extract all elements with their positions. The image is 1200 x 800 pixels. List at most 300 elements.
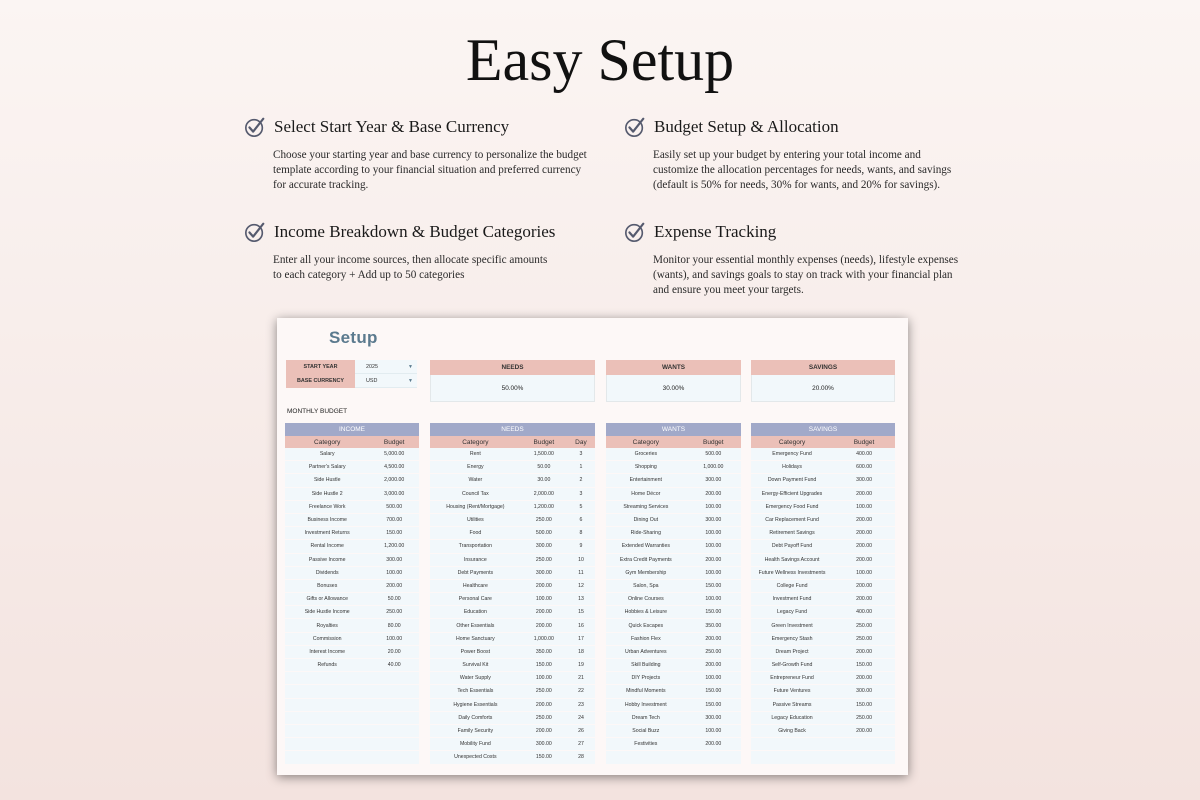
table-row[interactable]	[751, 554, 895, 567]
category-cell[interactable]: Gifts or Allowance	[306, 596, 348, 603]
category-cell[interactable]: Rental Income	[310, 543, 344, 550]
table-row[interactable]	[606, 672, 741, 685]
table-row[interactable]	[430, 514, 595, 527]
budget-cell[interactable]: 100.00	[705, 530, 722, 537]
table-row[interactable]	[285, 501, 419, 514]
budget-cell[interactable]: 300.00	[535, 569, 552, 576]
budget-cell[interactable]: 200.00	[856, 596, 872, 603]
day-cell[interactable]: 28	[578, 754, 584, 761]
table-row[interactable]	[285, 672, 419, 685]
budget-cell[interactable]: 400.00	[856, 451, 872, 458]
budget-cell[interactable]: 2,000.00	[384, 477, 405, 484]
table-row[interactable]	[606, 474, 741, 487]
table-row[interactable]	[751, 725, 895, 738]
budget-cell[interactable]: 150.00	[705, 609, 722, 616]
budget-cell[interactable]: 700.00	[386, 517, 403, 524]
category-cell[interactable]: Emergency Food Fund	[765, 503, 819, 510]
category-cell[interactable]: Rent	[469, 451, 481, 458]
category-cell[interactable]: Council Tax	[462, 490, 489, 497]
category-cell[interactable]: Transportation	[458, 543, 492, 550]
category-cell[interactable]: Dining Out	[633, 517, 659, 524]
budget-cell[interactable]: 300.00	[705, 477, 722, 484]
category-cell[interactable]: Online Courses	[627, 596, 664, 603]
budget-cell[interactable]: 200.00	[856, 530, 872, 537]
table-row[interactable]	[430, 606, 595, 619]
table-row[interactable]	[285, 514, 419, 527]
budget-cell[interactable]: 100.00	[705, 503, 722, 510]
allocation-value[interactable]: 30.00%	[606, 375, 741, 402]
category-cell[interactable]: Mobility Fund	[459, 741, 491, 748]
budget-cell[interactable]: 100.00	[856, 569, 872, 576]
budget-cell[interactable]: 250.00	[705, 648, 722, 655]
table-row[interactable]	[606, 633, 741, 646]
budget-cell[interactable]: 150.00	[386, 530, 403, 537]
table-row[interactable]	[751, 567, 895, 580]
table-row[interactable]	[285, 527, 419, 540]
table-row[interactable]	[751, 593, 895, 606]
day-cell[interactable]: 16	[578, 622, 584, 629]
table-row[interactable]	[430, 540, 595, 553]
day-cell[interactable]: 10	[578, 556, 584, 563]
budget-cell[interactable]: 150.00	[705, 701, 722, 708]
category-cell[interactable]: Water	[468, 477, 483, 484]
category-cell[interactable]: Down Payment Fund	[767, 477, 817, 484]
table-row[interactable]	[285, 474, 419, 487]
budget-cell[interactable]: 100.00	[705, 569, 722, 576]
budget-cell[interactable]: 250.00	[535, 556, 552, 563]
table-row[interactable]	[285, 738, 419, 751]
table-row[interactable]	[606, 619, 741, 632]
table-row[interactable]	[606, 488, 741, 501]
budget-cell[interactable]: 150.00	[856, 662, 872, 669]
budget-cell[interactable]: 250.00	[535, 517, 552, 524]
table-row[interactable]	[606, 738, 741, 751]
budget-cell[interactable]: 600.00	[856, 464, 872, 471]
day-cell[interactable]: 21	[578, 675, 584, 682]
category-cell[interactable]: Hygiene Essentials	[453, 701, 498, 708]
allocation-value[interactable]: 50.00%	[430, 375, 595, 402]
budget-cell[interactable]: 200.00	[856, 490, 872, 497]
budget-cell[interactable]: 1,500.00	[533, 451, 554, 458]
table-row[interactable]	[430, 488, 595, 501]
category-cell[interactable]: Hobbies & Leisure	[624, 609, 668, 616]
table-row[interactable]	[751, 633, 895, 646]
day-cell[interactable]: 22	[578, 688, 584, 695]
table-row[interactable]	[751, 685, 895, 698]
budget-cell[interactable]: 200.00	[705, 556, 722, 563]
budget-cell[interactable]: 400.00	[856, 609, 872, 616]
budget-cell[interactable]: 200.00	[856, 556, 872, 563]
table-row[interactable]	[430, 725, 595, 738]
table-row[interactable]	[430, 448, 595, 461]
day-cell[interactable]: 6	[579, 517, 583, 524]
category-cell[interactable]: Legacy Fund	[777, 609, 808, 616]
table-row[interactable]	[285, 646, 419, 659]
category-cell[interactable]: Energy	[467, 464, 484, 471]
table-row[interactable]	[285, 540, 419, 553]
table-row[interactable]	[285, 554, 419, 567]
budget-cell[interactable]: 100.00	[705, 596, 722, 603]
budget-cell[interactable]: 100.00	[705, 675, 722, 682]
budget-cell[interactable]: 50.00	[387, 596, 401, 603]
budget-cell[interactable]: 5,000.00	[384, 451, 405, 458]
budget-cell[interactable]: 350.00	[705, 622, 722, 629]
day-cell[interactable]: 11	[578, 569, 584, 576]
category-cell[interactable]: Salary	[319, 451, 335, 458]
category-cell[interactable]: Housing (Rent/Mortgage)	[446, 503, 505, 510]
day-cell[interactable]: 24	[578, 714, 584, 721]
table-row[interactable]	[606, 448, 741, 461]
budget-cell[interactable]: 500.00	[535, 530, 552, 537]
category-cell[interactable]: Commission	[312, 635, 342, 642]
table-row[interactable]	[285, 488, 419, 501]
table-row[interactable]	[751, 606, 895, 619]
category-cell[interactable]: Home Décor	[631, 490, 661, 497]
category-cell[interactable]: Emergency Fund	[772, 451, 812, 458]
budget-cell[interactable]: 200.00	[856, 517, 872, 524]
table-row[interactable]	[285, 751, 419, 764]
budget-cell[interactable]: 100.00	[386, 635, 403, 642]
table-row[interactable]	[751, 672, 895, 685]
table-row[interactable]	[606, 593, 741, 606]
category-cell[interactable]: Urban Adventures	[625, 648, 667, 655]
category-cell[interactable]: Freelance Work	[308, 503, 346, 510]
table-row[interactable]	[430, 738, 595, 751]
category-cell[interactable]: Shopping	[634, 464, 657, 471]
category-cell[interactable]: Utilities	[467, 517, 484, 524]
budget-cell[interactable]: 40.00	[387, 662, 401, 669]
table-row[interactable]	[285, 685, 419, 698]
budget-cell[interactable]: 300.00	[386, 556, 403, 563]
table-row[interactable]	[606, 540, 741, 553]
table-row[interactable]	[606, 580, 741, 593]
category-cell[interactable]: Side Hustle	[313, 477, 341, 484]
category-cell[interactable]: Dream Tech	[631, 714, 660, 721]
table-row[interactable]	[751, 448, 895, 461]
table-row[interactable]	[751, 474, 895, 487]
table-row[interactable]	[430, 619, 595, 632]
day-cell[interactable]: 18	[578, 648, 584, 655]
table-row[interactable]	[606, 725, 741, 738]
category-cell[interactable]: Mindful Moments	[626, 688, 666, 695]
table-row[interactable]	[606, 527, 741, 540]
budget-cell[interactable]: 500.00	[386, 503, 403, 510]
currency-label: BASE CURRENCY	[286, 374, 355, 388]
category-cell[interactable]: Side Hustle Income	[304, 609, 350, 616]
budget-cell[interactable]: 250.00	[535, 688, 552, 695]
day-cell[interactable]: 13	[578, 596, 584, 603]
category-cell[interactable]: Extended Warranties	[621, 543, 670, 550]
category-cell[interactable]: Skill Building	[631, 662, 661, 669]
budget-cell[interactable]: 150.00	[705, 582, 722, 589]
budget-cell[interactable]: 200.00	[535, 622, 552, 629]
budget-cell[interactable]: 200.00	[705, 635, 722, 642]
table-row[interactable]	[430, 672, 595, 685]
table-row[interactable]	[606, 567, 741, 580]
budget-cell[interactable]: 300.00	[705, 517, 722, 524]
table-row[interactable]	[751, 527, 895, 540]
table-row[interactable]	[285, 633, 419, 646]
budget-cell[interactable]: 80.00	[387, 622, 401, 629]
category-cell[interactable]: Future Wellness Investments	[758, 569, 826, 576]
budget-cell[interactable]: 200.00	[535, 582, 552, 589]
category-cell[interactable]: Hobby Investment	[624, 701, 667, 708]
budget-cell[interactable]: 200.00	[856, 648, 872, 655]
table-row[interactable]	[430, 474, 595, 487]
table-row[interactable]	[606, 514, 741, 527]
day-cell[interactable]: 2	[579, 477, 583, 484]
table-row[interactable]	[751, 501, 895, 514]
category-cell[interactable]: Health Savings Account	[764, 556, 820, 563]
table-row[interactable]	[430, 501, 595, 514]
budget-cell[interactable]: 200.00	[535, 701, 552, 708]
category-cell[interactable]: Energy-Efficient Upgrades	[761, 490, 823, 497]
budget-cell[interactable]: 200.00	[705, 741, 722, 748]
category-cell[interactable]: Quick Escapes	[628, 622, 664, 629]
budget-cell[interactable]: 200.00	[705, 662, 722, 669]
table-row[interactable]	[285, 580, 419, 593]
table-row[interactable]	[606, 699, 741, 712]
category-cell[interactable]: Social Buzz	[632, 728, 660, 735]
table-row[interactable]	[285, 606, 419, 619]
table-row[interactable]	[430, 580, 595, 593]
budget-cell[interactable]: 3,000.00	[384, 490, 405, 497]
table-row[interactable]	[751, 540, 895, 553]
category-cell[interactable]: Dividends	[315, 569, 339, 576]
budget-cell[interactable]: 200.00	[535, 728, 552, 735]
category-cell[interactable]: Emergency Stash	[771, 635, 813, 642]
table-row[interactable]	[751, 619, 895, 632]
budget-cell[interactable]: 1,200.00	[533, 503, 554, 510]
table-row[interactable]	[430, 461, 595, 474]
category-cell[interactable]: Side Hustle 2	[311, 490, 343, 497]
budget-cell[interactable]: 100.00	[856, 503, 872, 510]
table-row[interactable]	[751, 751, 895, 764]
budget-cell[interactable]: 150.00	[535, 662, 552, 669]
category-cell[interactable]: Passive Streams	[772, 701, 812, 708]
table-row[interactable]	[606, 751, 741, 764]
table-row[interactable]	[430, 712, 595, 725]
budget-cell[interactable]: 200.00	[535, 609, 552, 616]
start-year-select[interactable]	[355, 360, 417, 374]
feature-expense-tracking	[624, 221, 964, 298]
category-cell[interactable]: Water Supply	[459, 675, 491, 682]
category-cell[interactable]: Home Sanctuary	[456, 635, 495, 642]
day-cell[interactable]: 8	[579, 530, 583, 537]
budget-cell[interactable]: 4,500.00	[384, 464, 405, 471]
budget-cell[interactable]: 300.00	[856, 688, 872, 695]
table-row[interactable]	[285, 699, 419, 712]
budget-cell[interactable]: 250.00	[856, 714, 872, 721]
table-row[interactable]	[751, 646, 895, 659]
category-cell[interactable]: Survival Kit	[462, 662, 489, 669]
day-cell[interactable]: 9	[579, 543, 583, 550]
table-row[interactable]	[606, 646, 741, 659]
budget-cell[interactable]: 1,000.00	[703, 464, 724, 471]
table-row[interactable]	[285, 725, 419, 738]
table-row[interactable]	[430, 567, 595, 580]
table-row[interactable]	[430, 593, 595, 606]
budget-cell[interactable]: 100.00	[535, 675, 552, 682]
category-cell[interactable]: Streaming Services	[623, 503, 669, 510]
table-row[interactable]	[285, 659, 419, 672]
table-row[interactable]	[751, 699, 895, 712]
table-row[interactable]	[606, 606, 741, 619]
category-cell[interactable]: Other Essentials	[456, 622, 495, 629]
category-cell[interactable]: Extra Credit Payments	[619, 556, 672, 563]
budget-cell[interactable]: 250.00	[856, 635, 872, 642]
table-row[interactable]	[751, 659, 895, 672]
category-cell[interactable]: Power Boost	[460, 648, 491, 655]
category-cell[interactable]: Car Replacement Fund	[765, 517, 819, 524]
category-cell[interactable]: Legacy Education	[771, 714, 813, 721]
budget-cell[interactable]: 150.00	[856, 701, 872, 708]
category-cell[interactable]: Entrepreneur Fund	[770, 675, 814, 682]
table-row[interactable]	[430, 527, 595, 540]
table-row[interactable]	[751, 461, 895, 474]
category-cell[interactable]: Personal Care	[458, 596, 492, 603]
category-cell[interactable]: Business Income	[307, 517, 347, 524]
table-row[interactable]	[430, 554, 595, 567]
category-cell[interactable]: Dream Project	[775, 648, 809, 655]
table-row[interactable]	[285, 567, 419, 580]
savings-table	[751, 423, 895, 765]
table-row[interactable]	[430, 659, 595, 672]
day-cell[interactable]: 3	[579, 490, 583, 497]
category-cell[interactable]: Festivities	[634, 741, 658, 748]
table-row[interactable]	[430, 751, 595, 764]
budget-cell[interactable]: 1,000.00	[533, 635, 554, 642]
day-cell[interactable]: 27	[578, 741, 584, 748]
day-cell[interactable]: 5	[579, 503, 583, 510]
category-cell[interactable]: Bonuses	[317, 582, 338, 589]
category-cell[interactable]: Royalties	[316, 622, 338, 629]
table-row[interactable]	[606, 554, 741, 567]
table-row[interactable]	[606, 685, 741, 698]
budget-cell[interactable]: 20.00	[387, 648, 401, 655]
category-cell[interactable]: Groceries	[634, 451, 658, 458]
table-row[interactable]	[751, 580, 895, 593]
budget-cell[interactable]: 200.00	[856, 675, 872, 682]
category-cell[interactable]: Future Ventures	[773, 688, 811, 695]
table-row[interactable]	[751, 488, 895, 501]
day-cell[interactable]: 3	[579, 451, 583, 458]
category-cell[interactable]: Investment Fund	[772, 596, 812, 603]
budget-cell[interactable]: 100.00	[705, 543, 722, 550]
day-cell[interactable]: 12	[578, 582, 584, 589]
day-cell[interactable]: 23	[578, 701, 584, 708]
table-row[interactable]	[285, 461, 419, 474]
category-cell[interactable]: Passive Income	[308, 556, 346, 563]
currency-select[interactable]	[355, 374, 417, 388]
category-cell[interactable]: Healthcare	[462, 582, 488, 589]
table-row[interactable]	[606, 659, 741, 672]
budget-cell[interactable]: 200.00	[856, 728, 872, 735]
category-cell[interactable]: Education	[463, 609, 487, 616]
budget-cell[interactable]: 250.00	[856, 622, 872, 629]
category-cell[interactable]: Holidays	[782, 464, 802, 471]
table-row[interactable]	[285, 593, 419, 606]
budget-cell[interactable]: 500.00	[705, 451, 722, 458]
budget-cell[interactable]: 100.00	[535, 596, 552, 603]
category-cell[interactable]: Salon, Spa	[633, 582, 659, 589]
category-cell[interactable]: Partner's Salary	[308, 464, 346, 471]
category-cell[interactable]: Family Security	[457, 728, 494, 735]
day-cell[interactable]: 19	[578, 662, 584, 669]
category-cell[interactable]: Daily Comforts	[458, 714, 493, 721]
table-row[interactable]	[430, 646, 595, 659]
budget-cell[interactable]: 200.00	[856, 543, 872, 550]
budget-cell[interactable]: 300.00	[705, 714, 722, 721]
budget-cell[interactable]: 250.00	[386, 609, 403, 616]
budget-cell[interactable]: 150.00	[705, 688, 722, 695]
category-cell[interactable]: DIY Projects	[631, 675, 661, 682]
table-row[interactable]	[430, 685, 595, 698]
budget-cell[interactable]: 300.00	[535, 543, 552, 550]
table-row[interactable]	[751, 738, 895, 751]
category-cell[interactable]: Tech Essentials	[457, 688, 494, 695]
table-row[interactable]	[606, 501, 741, 514]
budget-cell[interactable]: 150.00	[535, 754, 552, 761]
budget-cell[interactable]: 50.00	[537, 464, 551, 471]
table-row[interactable]	[285, 448, 419, 461]
budget-cell[interactable]: 30.00	[537, 477, 551, 484]
budget-cell[interactable]: 2,000.00	[533, 490, 554, 497]
category-cell[interactable]: Self-Growth Fund	[771, 662, 813, 669]
category-cell[interactable]: Food	[469, 530, 482, 537]
day-cell[interactable]: 17	[578, 635, 584, 642]
table-row[interactable]	[430, 699, 595, 712]
category-cell[interactable]: Giving Back	[778, 728, 806, 735]
budget-cell[interactable]: 200.00	[856, 582, 872, 589]
day-cell[interactable]: 15	[578, 609, 584, 616]
table-row[interactable]	[285, 619, 419, 632]
category-cell[interactable]: Debt Payoff Fund	[771, 543, 813, 550]
table-row[interactable]	[751, 514, 895, 527]
category-cell[interactable]: Fashion Flex	[630, 635, 661, 642]
budget-cell[interactable]: 300.00	[856, 477, 872, 484]
budget-cell[interactable]: 1,200.00	[384, 543, 405, 550]
table-row[interactable]	[606, 461, 741, 474]
category-cell[interactable]: Debt Payments	[457, 569, 494, 576]
category-cell[interactable]: Insurance	[463, 556, 487, 563]
table-row[interactable]	[606, 712, 741, 725]
budget-cell[interactable]: 100.00	[705, 728, 722, 735]
budget-cell[interactable]: 300.00	[535, 741, 552, 748]
allocation-value[interactable]: 20.00%	[751, 375, 895, 402]
category-cell[interactable]: College Fund	[776, 582, 808, 589]
category-cell[interactable]: Unexpected Costs	[454, 754, 497, 761]
table-row[interactable]	[430, 633, 595, 646]
budget-cell[interactable]: 200.00	[705, 490, 722, 497]
budget-cell[interactable]: 100.00	[386, 569, 403, 576]
category-cell[interactable]: Ride-Sharing	[630, 530, 661, 537]
budget-cell[interactable]: 350.00	[535, 648, 552, 655]
category-cell[interactable]: Interest Income	[309, 648, 346, 655]
table-row[interactable]	[285, 712, 419, 725]
category-cell[interactable]: Investment Returns	[304, 530, 350, 537]
day-cell[interactable]: 1	[579, 464, 583, 471]
budget-cell[interactable]: 200.00	[386, 582, 403, 589]
day-cell[interactable]: 26	[578, 728, 584, 735]
category-cell[interactable]: Green Investment	[771, 622, 813, 629]
category-cell[interactable]: Gym Membership	[625, 569, 667, 576]
category-cell[interactable]: Refunds	[317, 662, 337, 669]
budget-cell[interactable]: 250.00	[535, 714, 552, 721]
category-cell[interactable]: Retirement Savings	[769, 530, 815, 537]
table-row[interactable]	[751, 712, 895, 725]
category-cell[interactable]: Entertainment	[629, 477, 662, 484]
